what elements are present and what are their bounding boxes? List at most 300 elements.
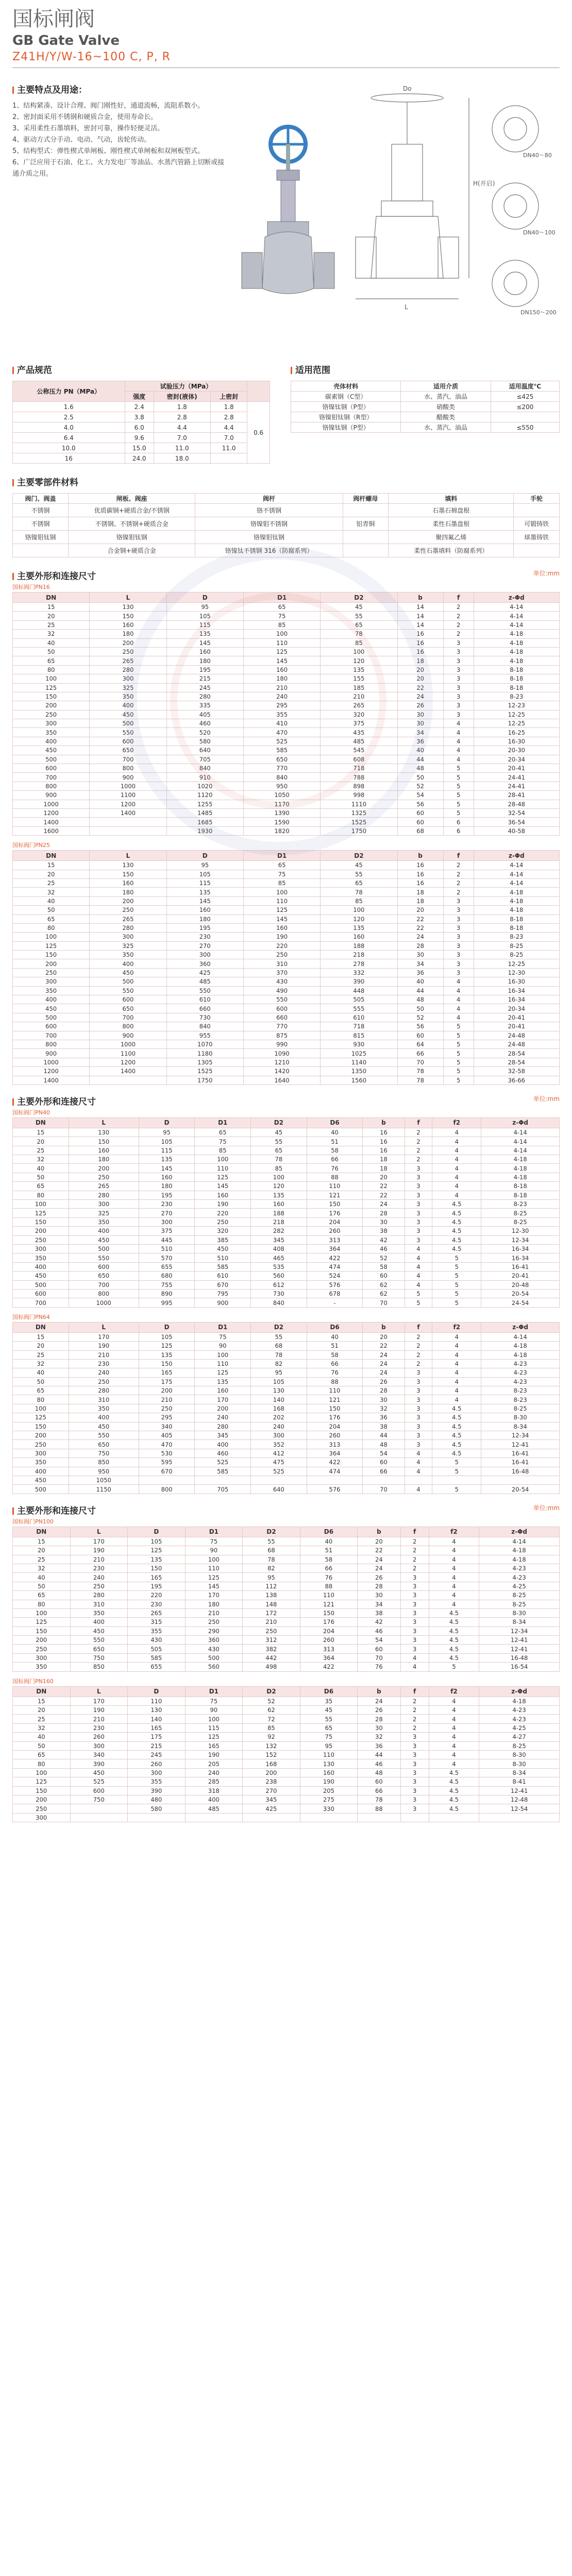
dimension-cell: 150 — [90, 612, 166, 620]
dimension-cell: 390 — [128, 1786, 186, 1795]
dimension-table-block — [12, 1313, 560, 1494]
spec-header-extra — [247, 381, 270, 402]
materials-cell: 铝青铜 — [343, 517, 389, 531]
dimension-cell: 150 — [13, 951, 90, 959]
dimension-cell: 100 — [195, 1350, 251, 1359]
dimension-cell: 200 — [195, 1404, 251, 1413]
dimension-cell: 44 — [358, 1750, 400, 1759]
dimension-cell: 5 — [432, 1458, 481, 1467]
dimension-row — [13, 977, 560, 986]
dimension-cell: 500 — [69, 1245, 139, 1253]
dimension-cell: 4-18 — [481, 1155, 560, 1164]
dimension-cell: 202 — [251, 1413, 307, 1422]
dimension-cell: 12-23 — [474, 701, 559, 710]
dimension-row — [13, 1076, 560, 1084]
dimension-table — [12, 1686, 560, 1822]
dimension-cell: 340 — [139, 1422, 195, 1431]
dimension-cell: 16 — [397, 878, 443, 887]
dimension-cell: 44 — [363, 1431, 405, 1440]
dimension-cell: 900 — [13, 791, 90, 800]
dimension-cell: 210 — [321, 692, 397, 701]
dimension-cell: 42 — [363, 1235, 405, 1244]
dimension-cell: 20 — [397, 674, 443, 683]
dimension-cell: 1305 — [166, 1058, 243, 1066]
spec-row — [13, 453, 270, 464]
dimension-cell: 12-25 — [474, 719, 559, 728]
dimension-cell: 100 — [251, 1173, 307, 1181]
dimension-col: b — [397, 592, 443, 603]
dimension-cell: 12-34 — [481, 1431, 560, 1440]
dimension-cell: 300 — [128, 1768, 186, 1777]
dimension-cell: 678 — [307, 1289, 363, 1298]
materials-cell — [343, 504, 389, 517]
dimension-cell: 4-18 — [481, 1173, 560, 1181]
dimension-cell: 2 — [405, 1332, 432, 1341]
dimension-cell: 22 — [363, 1342, 405, 1350]
dimension-row — [13, 1795, 560, 1804]
dimension-row — [13, 1040, 560, 1048]
dimension-cell: 840 — [166, 1022, 243, 1031]
scope-cell: 水、蒸汽、油品 — [401, 422, 491, 433]
dimension-cell: 4 — [429, 1697, 479, 1705]
dimension-cell: 4.5 — [429, 1804, 479, 1813]
spec-cell: 1.8 — [154, 402, 210, 412]
dimension-row — [13, 1573, 560, 1582]
dimension-col: L — [70, 1686, 128, 1697]
dimension-cell: 4-27 — [479, 1733, 560, 1741]
dimension-cell: 610 — [166, 995, 243, 1004]
dimension-cell: 22 — [397, 923, 443, 932]
dimension-cell: 20-48 — [481, 1280, 560, 1289]
dimension-cell: 165 — [128, 1573, 186, 1582]
dimension-cell: 30 — [397, 951, 443, 959]
dimension-cell: 650 — [90, 746, 166, 755]
dimension-cell: 115 — [166, 878, 243, 887]
dimension-cell: 5 — [443, 1067, 474, 1076]
spec-col: 强度 — [125, 392, 154, 402]
dimension-cell: 550 — [69, 1253, 139, 1262]
dimension-row — [13, 665, 560, 674]
dimension-cell: 950 — [243, 782, 320, 790]
spec-header-test: 试验压力（MPa） — [125, 381, 247, 392]
materials-cell: 铬镍钛不锈钢 316（防腐系列） — [195, 544, 343, 557]
feature-item: 2、密封面采用不锈钢和硬质合金，使用寿命长。 — [12, 113, 158, 121]
dimension-cell: 160 — [243, 923, 320, 932]
dimension-cell: 3 — [400, 1795, 429, 1804]
dimension-cell: 4-23 — [479, 1564, 560, 1572]
dimension-cell: 35 — [300, 1697, 358, 1705]
dimension-cell: 5 — [443, 773, 474, 782]
dimension-cell: 1050 — [69, 1476, 139, 1484]
dimension-cell: 800 — [13, 782, 90, 790]
dimension-cell: 345 — [243, 1795, 300, 1804]
dimension-cell: 204 — [307, 1217, 363, 1226]
dimension-cell: 16 — [363, 1128, 405, 1137]
dimension-row — [13, 923, 560, 932]
dimension-cell: 474 — [307, 1467, 363, 1476]
dimension-cell: 4.5 — [432, 1404, 481, 1413]
dimension-cell: 250 — [243, 1626, 300, 1635]
dimension-cell: 4 — [405, 1245, 432, 1253]
dimension-cell: 76 — [307, 1368, 363, 1377]
dimension-cell: 110 — [195, 1359, 251, 1368]
dimension-cell: 250 — [13, 1235, 69, 1244]
dimension-cell: 46 — [358, 1626, 400, 1635]
dimension-cell: 5 — [432, 1289, 481, 1298]
dimension-cell: 535 — [251, 1262, 307, 1271]
dimension-cell: 422 — [300, 1663, 358, 1671]
dimension-cell: 12-25 — [474, 959, 559, 968]
dimension-cell: 350 — [13, 1253, 69, 1262]
dimension-cell: 95 — [166, 861, 243, 870]
dimension-cell: 24 — [358, 1555, 400, 1564]
dimension-cell: 4.5 — [432, 1209, 481, 1217]
dimension-row — [13, 1741, 560, 1750]
scope-cell: 水、蒸汽、油品 — [401, 392, 491, 402]
dimension-cell: 5 — [429, 1663, 479, 1671]
feature-item: 4、驱动方式分手动、电动、气动，齿轮传动。 — [12, 136, 151, 144]
dimension-cell: 70 — [363, 1298, 405, 1307]
dimension-cell: 300 — [69, 1200, 139, 1209]
dimension-cell: 4 — [443, 719, 474, 728]
dimension-cell: 18 — [363, 1164, 405, 1173]
dimension-cell: 4-23 — [479, 1573, 560, 1582]
dimension-cell: 8-30 — [479, 1608, 560, 1617]
dimension-cell: 110 — [185, 1564, 243, 1572]
dimension-cell: 525 — [243, 737, 320, 745]
dimension-cell: 700 — [90, 755, 166, 764]
dimension-cell: 3 — [400, 1786, 429, 1795]
dimension-cell: 55 — [300, 1715, 358, 1723]
dimension-cell: 3 — [400, 1591, 429, 1600]
dimension-cell: 5 — [432, 1272, 481, 1280]
dimension-cell: 5 — [432, 1485, 481, 1494]
dimension-col: f2 — [432, 1117, 481, 1128]
dimension-cell: 450 — [13, 1004, 90, 1013]
dimension-cell: 88 — [307, 1377, 363, 1386]
dimension-cell: 520 — [166, 728, 243, 737]
dimension-row — [13, 968, 560, 977]
dimension-cell: 4-18 — [481, 1350, 560, 1359]
dimension-col: D — [166, 851, 243, 861]
dimension-cell: 364 — [307, 1449, 363, 1458]
dimension-cell: 24-48 — [474, 1040, 559, 1048]
dimension-cell: 3 — [443, 914, 474, 923]
dimension-cell: 8-41 — [479, 1777, 560, 1786]
page-title-cn: 国标闸阀 — [12, 7, 95, 31]
dimension-cell: 650 — [69, 1272, 139, 1280]
spec-cell: 18.0 — [154, 453, 210, 464]
dimension-cell: 65 — [13, 1750, 71, 1759]
dimension-cell: 52 — [243, 1697, 300, 1705]
dimension-cell — [363, 1476, 405, 1484]
dimension-cell: 100 — [243, 888, 320, 896]
dimension-cell: 312 — [243, 1636, 300, 1645]
dimension-row — [13, 1723, 560, 1732]
dimension-cell: 3 — [400, 1645, 429, 1653]
dimension-cell: 8-18 — [474, 674, 559, 683]
dimension-cell: 400 — [195, 1440, 251, 1449]
dimension-cell: 4 — [405, 1449, 432, 1458]
dimension-col: DN — [13, 851, 90, 861]
dimension-cell — [429, 1813, 479, 1822]
dimension-cell: 265 — [128, 1608, 186, 1617]
dimension-cell: 600 — [13, 764, 90, 773]
dimension-row — [13, 603, 560, 612]
dimension-cell: 3 — [405, 1386, 432, 1395]
dimension-cell: 700 — [13, 1031, 90, 1040]
dimension-cell: 250 — [195, 1217, 251, 1226]
spec-cell: 11.0 — [154, 443, 210, 453]
dimension-cell: 175 — [128, 1733, 186, 1741]
dimension-cell: 34 — [397, 959, 443, 968]
dimension-cell: 12-41 — [481, 1440, 560, 1449]
dimension-cell: 450 — [13, 746, 90, 755]
dimension-cell: 50 — [13, 1741, 71, 1750]
dimension-cell: 32-54 — [474, 808, 559, 817]
dimension-cell: 58 — [307, 1350, 363, 1359]
dimension-cell: 5 — [443, 1076, 474, 1084]
dimension-cell — [479, 1813, 560, 1822]
dimension-row — [13, 1350, 560, 1359]
dimension-cell: 325 — [90, 683, 166, 692]
drawing-l-label: L — [405, 303, 408, 311]
dimension-cell: 54 — [397, 791, 443, 800]
dimension-col: L — [69, 1322, 139, 1332]
dimension-cell: 20-41 — [474, 1022, 559, 1031]
dimension-cell: 660 — [243, 1013, 320, 1022]
dimension-cell: 5 — [443, 800, 474, 808]
dimension-cell: 4.5 — [432, 1245, 481, 1253]
dimension-cell: 8-34 — [481, 1422, 560, 1431]
dimension-cell: 165 — [128, 1723, 186, 1732]
dimension-cell: 18 — [397, 888, 443, 896]
dimension-cell: 150 — [300, 1608, 358, 1617]
dimension-cell: 26 — [363, 1377, 405, 1386]
dimension-cell: 460 — [195, 1449, 251, 1458]
dimension-col: b — [363, 1117, 405, 1128]
dimension-cell: 180 — [90, 888, 166, 896]
dimension-cell: 4-14 — [474, 861, 559, 870]
dimension-cell: 188 — [321, 941, 397, 950]
dimension-cell: 60 — [397, 1031, 443, 1040]
materials-row — [13, 531, 560, 544]
dimension-cell: 4 — [432, 1395, 481, 1404]
spec-row — [13, 412, 270, 422]
dimension-cell: 204 — [300, 1626, 358, 1635]
dimension-cell: 3 — [443, 896, 474, 905]
dimension-cell: 66 — [363, 1467, 405, 1476]
unit-label: 单位:mm — [533, 1504, 560, 1512]
dimension-row — [13, 1342, 560, 1350]
dimension-cell: 265 — [90, 914, 166, 923]
dimension-cell — [90, 818, 166, 826]
dimension-cell: 24 — [363, 1359, 405, 1368]
dimension-cell: 190 — [300, 1777, 358, 1786]
dimension-cell: 4 — [429, 1733, 479, 1741]
dimension-cell: 125 — [185, 1733, 243, 1741]
dimension-cell: 600 — [69, 1262, 139, 1271]
dimension-cell: 110 — [128, 1697, 186, 1705]
dimension-cell: 185 — [321, 683, 397, 692]
dimension-cell: 145 — [166, 896, 243, 905]
dimension-cell: 550 — [69, 1431, 139, 1440]
dimension-cell: 4 — [429, 1750, 479, 1759]
dimension-cell: 250 — [185, 1618, 243, 1626]
dimension-cell: 4 — [432, 1359, 481, 1368]
dimension-cell: 4-18 — [474, 888, 559, 896]
dimension-cell: 430 — [185, 1645, 243, 1653]
dimension-cell: 4.5 — [432, 1431, 481, 1440]
dimension-cell: 480 — [128, 1795, 186, 1804]
dimension-cell: 655 — [128, 1663, 186, 1671]
dimension-row — [13, 1368, 560, 1377]
dimension-cell: 66 — [300, 1564, 358, 1572]
dimension-cell: 20-41 — [474, 764, 559, 773]
dimension-row — [13, 959, 560, 968]
materials-table — [12, 493, 560, 557]
dimension-cell: 1640 — [243, 1076, 320, 1084]
materials-row — [13, 517, 560, 531]
dimension-cell: 140 — [128, 1715, 186, 1723]
dimension-cell: 210 — [185, 1608, 243, 1617]
dimension-cell: 110 — [307, 1386, 363, 1395]
dimension-cell: 176 — [300, 1618, 358, 1626]
dimension-col: D1 — [195, 1117, 251, 1128]
dimension-cell: 170 — [195, 1395, 251, 1404]
dimension-cell: 280 — [166, 692, 243, 701]
dimension-row — [13, 1280, 560, 1289]
dimension-cell: 121 — [307, 1395, 363, 1404]
dimension-cell: 350 — [13, 986, 90, 995]
dimension-cell — [195, 1476, 251, 1484]
dimension-cell: 20 — [13, 1137, 69, 1146]
pressure-class-label: 国标阀门PN160 — [12, 1677, 54, 1685]
dimension-cell: 4 — [443, 737, 474, 745]
spec-cell: 4.4 — [154, 422, 210, 433]
dimension-cell: 110 — [243, 638, 320, 647]
dimension-cell: 150 — [128, 1564, 186, 1572]
dimension-cell: 250 — [69, 1173, 139, 1181]
dimension-cell: 485 — [185, 1804, 243, 1813]
dimension-cell: 70 — [363, 1485, 405, 1494]
features-list — [12, 100, 231, 180]
dimension-col: b — [397, 851, 443, 861]
dimension-cell: 28 — [358, 1582, 400, 1590]
materials-cell: 铬镍钼不锈钢 — [195, 517, 343, 531]
dimension-col: D — [139, 1117, 195, 1128]
dimension-col: f — [443, 851, 474, 861]
dimension-cell: 65 — [13, 1182, 69, 1191]
dimension-cell: 40 — [397, 977, 443, 986]
dimension-cell: 16-41 — [481, 1262, 560, 1271]
dimension-cell: 5 — [443, 782, 474, 790]
dimension-cell: 40 — [13, 1573, 71, 1582]
dimension-cell: 160 — [321, 933, 397, 941]
dimension-cell: 180 — [243, 674, 320, 683]
dimension-cell: 22 — [397, 683, 443, 692]
dimension-cell: 195 — [166, 665, 243, 674]
dimension-cell: 8-30 — [479, 1759, 560, 1768]
dimension-cell: 3 — [443, 701, 474, 710]
dimension-cell: 210 — [70, 1715, 128, 1723]
dimension-cell: 1400 — [90, 808, 166, 817]
dimension-cell: 160 — [195, 1191, 251, 1199]
dimension-cell: 20-34 — [474, 1004, 559, 1013]
dimension-cell: 125 — [13, 1777, 71, 1786]
dimension-row — [13, 1013, 560, 1022]
dimension-cell: 8-25 — [474, 951, 559, 959]
dimension-cell: 1210 — [243, 1058, 320, 1066]
dimension-cell: 100 — [195, 1155, 251, 1164]
dimension-cell: 25 — [13, 1350, 69, 1359]
dimension-cell: 350 — [13, 728, 90, 737]
dimension-cell: 75 — [300, 1733, 358, 1741]
dimension-cell: 400 — [69, 1227, 139, 1235]
dimension-col: DN — [13, 592, 90, 603]
dimension-cell: 58 — [307, 1146, 363, 1155]
dimension-cell: 150 — [90, 870, 166, 878]
dimension-cell: 210 — [69, 1350, 139, 1359]
dimension-cell: 4.5 — [429, 1608, 479, 1617]
dimension-cell: 16-30 — [474, 977, 559, 986]
dimension-cell: 40 — [13, 1733, 71, 1741]
dimension-cell: 215 — [166, 674, 243, 683]
materials-cell — [343, 544, 389, 557]
dimension-cell: 840 — [251, 1298, 307, 1307]
dimension-cell: 130 — [90, 861, 166, 870]
dimension-cell: 90 — [185, 1546, 243, 1555]
dimension-cell: 125 — [195, 1368, 251, 1377]
dimension-cell: 4-23 — [481, 1368, 560, 1377]
dimension-cell: 24 — [363, 1368, 405, 1377]
dimension-cell: 600 — [13, 1289, 69, 1298]
dimension-cell: 290 — [185, 1626, 243, 1635]
dimension-cell: 1750 — [166, 1076, 243, 1084]
dimension-cell: 28-48 — [474, 800, 559, 808]
dimension-cell: 20-54 — [481, 1485, 560, 1494]
dimension-cell — [405, 1476, 432, 1484]
dimension-cell: 20 — [13, 612, 90, 620]
dimension-cell: 12-30 — [481, 1227, 560, 1235]
dimension-cell: 422 — [307, 1458, 363, 1467]
dimension-cell: 500 — [13, 1013, 90, 1022]
dimension-cell: 4-18 — [474, 896, 559, 905]
dimension-cell: 100 — [13, 1404, 69, 1413]
dimension-cell: 8-25 — [474, 941, 559, 950]
scope-col: 适用介质 — [401, 381, 491, 392]
dimension-cell: 5 — [432, 1467, 481, 1476]
dimension-cell: 270 — [243, 1786, 300, 1795]
dimension-cell: 4 — [400, 1663, 429, 1671]
dimension-cell: 14 — [397, 603, 443, 612]
dimension-cell: 300 — [90, 933, 166, 941]
dimension-cell: 68 — [251, 1342, 307, 1350]
dimension-cell: 875 — [243, 1031, 320, 1040]
dimension-table-header — [12, 1094, 560, 1107]
dimension-cell: 40 — [13, 1368, 69, 1377]
dimension-cell: 172 — [243, 1608, 300, 1617]
dimension-cell: 15 — [13, 1332, 69, 1341]
dimension-cell: 2 — [443, 878, 474, 887]
dimension-cell: 240 — [195, 1413, 251, 1422]
dimension-cell: 612 — [251, 1280, 307, 1289]
dimension-cell: 730 — [251, 1289, 307, 1298]
dimension-cell: 325 — [90, 941, 166, 950]
dimension-cell: 310 — [243, 959, 320, 968]
dimension-cell: 545 — [321, 746, 397, 755]
dimension-cell: 25 — [13, 1715, 71, 1723]
